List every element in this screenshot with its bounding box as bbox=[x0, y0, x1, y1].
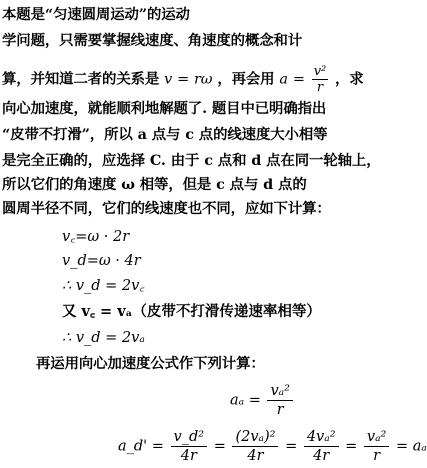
formula-ad bbox=[118, 428, 427, 465]
math-r-omega: rω bbox=[193, 71, 213, 88]
fraction-denominator: r bbox=[276, 402, 284, 418]
fraction-numerator: v_d² bbox=[171, 428, 208, 447]
text-line-3-prefix: 算，并知道二者的关系是 bbox=[2, 70, 160, 88]
fraction-2va2-over-4r bbox=[232, 428, 278, 465]
fraction-vd2-over-4r bbox=[171, 428, 208, 465]
fraction-denominator: 4r bbox=[313, 448, 330, 464]
formula-ad-rhs: = aₐ bbox=[395, 438, 427, 455]
fraction-v2-over-r bbox=[312, 64, 328, 95]
text-line-6: 是完全正确的，应选择 C. 由于 c 点和 d 点在同一轮轴上， bbox=[2, 152, 381, 169]
equation-vd: v_d=ω · 4r bbox=[62, 253, 141, 269]
text-line-3-suffix: ，求 bbox=[334, 70, 364, 88]
formula-aa-lhs: aₐ = bbox=[230, 392, 261, 409]
text-line-8: 圆周半径不同，它们的线速度也不同，应如下计算： bbox=[2, 200, 331, 217]
equation-vc-va: 又 v꜀ = vₐ（皮带不打滑传递速率相等） bbox=[62, 303, 321, 320]
fraction-numerator: 4vₐ² bbox=[304, 428, 339, 447]
math-eq: = bbox=[345, 438, 358, 455]
fraction-denominator: 4r bbox=[247, 448, 264, 464]
fraction-4va2-over-4r bbox=[304, 428, 339, 465]
math-eq: = bbox=[285, 438, 298, 455]
text-line-5: “皮带不打滑”，所以 a 点与 c 点的线速度大小相等 bbox=[2, 126, 328, 143]
text-line-4: 向心加速度，就能顺利地解题了. 题目中已明确指出 bbox=[2, 100, 327, 117]
math-v: v bbox=[164, 71, 173, 88]
text-line-3-mid: ，再会用 bbox=[217, 70, 275, 88]
math-eq: = bbox=[177, 71, 190, 88]
text-line-9: 再运用向心加速度公式作下列计算： bbox=[36, 355, 265, 372]
equation-vc: v꜀=ω · 2r bbox=[62, 229, 130, 245]
text-line-3 bbox=[2, 64, 364, 95]
math-eq: = bbox=[213, 438, 226, 455]
text-line-1: 本题是“匀速圆周运动”的运动 bbox=[2, 6, 190, 23]
fraction-numerator: vₐ² bbox=[364, 428, 389, 447]
equation-vd-2vc: ∴ v_d = 2v꜀ bbox=[62, 278, 145, 294]
fraction-numerator: vₐ² bbox=[267, 382, 292, 401]
fraction-numerator: (2vₐ)² bbox=[232, 428, 278, 447]
math-a: a bbox=[279, 71, 288, 88]
fraction-denominator: 4r bbox=[180, 448, 197, 464]
equation-vd-2va: ∴ v_d = 2vₐ bbox=[62, 330, 145, 346]
fraction-va2-over-r-2 bbox=[364, 428, 389, 465]
formula-ad-lhs: a_d' = bbox=[118, 438, 164, 455]
fraction-denominator: r bbox=[316, 80, 323, 95]
fraction-denominator: r bbox=[373, 448, 381, 464]
formula-aa bbox=[230, 382, 295, 419]
fraction-numerator: v² bbox=[313, 64, 327, 79]
fraction-va2-over-r bbox=[267, 382, 292, 419]
text-line-7: 所以它们的角速度 ω 相等，但是 c 点与 d 点的 bbox=[2, 176, 307, 193]
text-line-2: 学问题，只需要掌握线速度、角速度的概念和计 bbox=[2, 32, 303, 49]
math-eq-2: = bbox=[292, 71, 305, 88]
